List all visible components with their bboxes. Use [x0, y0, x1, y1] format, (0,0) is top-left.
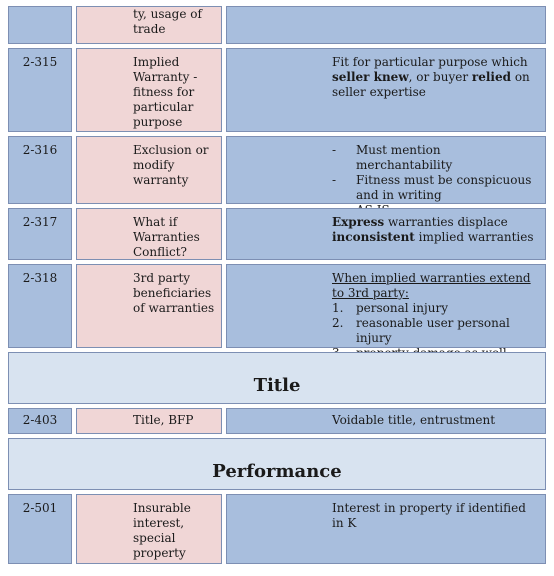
rule-cell — [226, 136, 546, 204]
section-number: 2-316 — [22, 143, 58, 157]
section-cell — [8, 494, 72, 564]
section-number: 2-315 — [22, 55, 58, 69]
table-row — [0, 408, 554, 434]
section-cell — [8, 6, 72, 44]
table-row — [0, 136, 554, 204]
list-item: 1. personal injury — [332, 301, 448, 315]
rule-cell — [226, 48, 546, 132]
rule-cell — [226, 208, 546, 260]
topic-cell — [76, 494, 222, 564]
rule-list — [332, 143, 537, 218]
section-cell — [8, 48, 72, 132]
topic-cell — [76, 264, 222, 348]
section-banner — [0, 438, 554, 490]
list-item: - Must mention merchantability — [332, 143, 537, 173]
topic-cell — [76, 136, 222, 204]
topic-text: Exclusion or modify warranty — [133, 143, 209, 187]
rule-cell — [226, 408, 546, 434]
table-row — [0, 494, 554, 564]
topic-text: ty, usage of trade — [133, 7, 202, 36]
topic-cell — [76, 6, 222, 44]
rule-text: Interest in property if identified in K — [332, 501, 526, 530]
banner-performance: Performance — [8, 438, 546, 490]
banner-title: Title — [8, 352, 546, 404]
section-number: 2-501 — [22, 501, 58, 515]
section-number: 2-403 — [22, 413, 58, 427]
topic-cell — [76, 208, 222, 260]
list-item: - Fitness must be conspicuous and in writing — [332, 173, 537, 203]
rule-cell — [226, 494, 546, 564]
rule-text: Voidable title, entrustment — [332, 413, 496, 427]
section-cell — [8, 136, 72, 204]
rule-heading: When implied warranties extend to 3rd party: — [332, 271, 531, 300]
topic-text: Insurable interest, special property — [133, 501, 191, 560]
section-number: 2-317 — [22, 215, 58, 229]
rule-text: Express warranties displace inconsistent implied warranties — [332, 215, 534, 244]
rule-cell — [226, 264, 546, 348]
table-row — [0, 48, 554, 132]
section-banner — [0, 352, 554, 404]
section-number: 2-318 — [22, 271, 58, 285]
rule-cell — [226, 6, 546, 44]
topic-cell — [76, 48, 222, 132]
topic-text: What if Warranties Conflict? — [133, 215, 200, 259]
table-row — [0, 208, 554, 260]
section-cell — [8, 264, 72, 348]
section-cell — [8, 408, 72, 434]
topic-text: 3rd party beneficiaries of warranties — [133, 271, 215, 315]
list-item: 2. reasonable user personal injury — [332, 316, 510, 345]
topic-cell — [76, 408, 222, 434]
topic-text: Title, BFP — [133, 413, 194, 427]
topic-text: Implied Warranty - fitness for particular purpose — [133, 55, 198, 129]
rule-text: Fit for particular purpose which seller knew, or buyer relied on seller expertise — [332, 55, 530, 99]
table-row — [0, 264, 554, 348]
table-row — [0, 6, 554, 44]
section-cell — [8, 208, 72, 260]
